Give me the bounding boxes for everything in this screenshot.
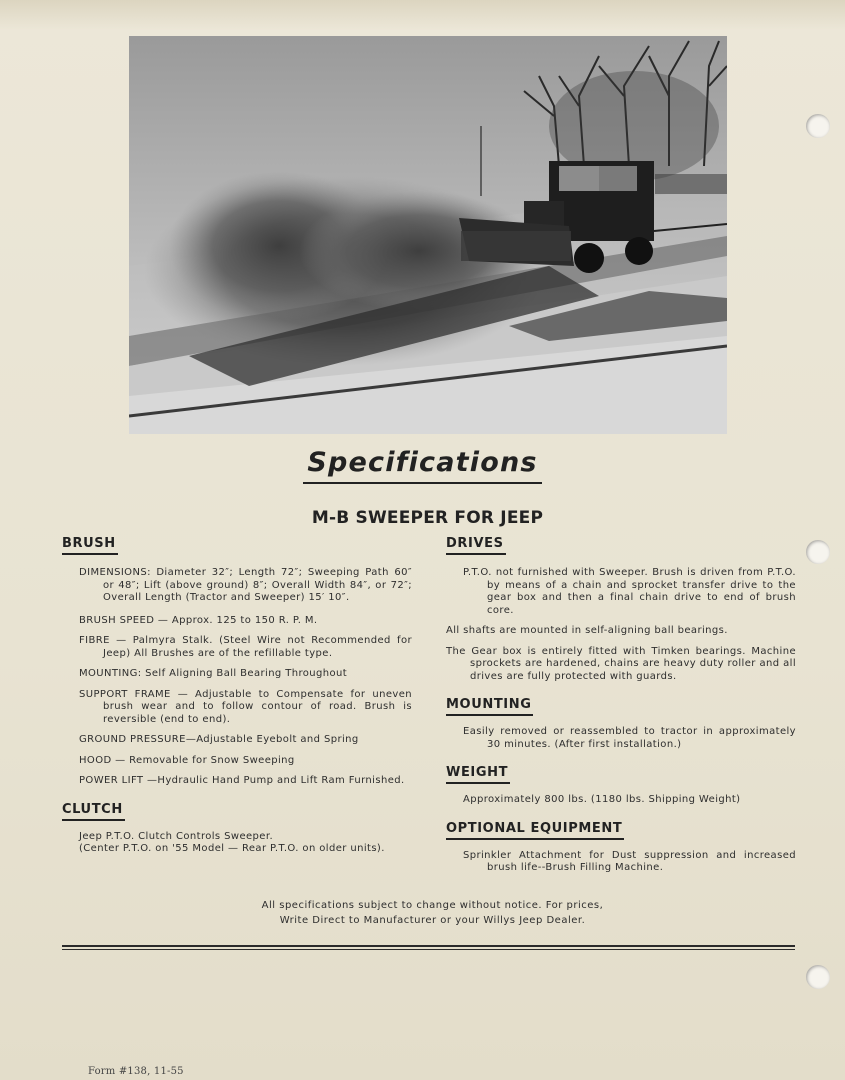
pricing-note <box>0 898 845 928</box>
mounting-text: Easily removed or reassembled to tractor in approximately 30 minutes. (After first installation.) <box>463 726 796 750</box>
brush-support-frame: SUPPORT FRAME — Adjustable to Compensate for uneven brush wear and to follow contour of road. Brush is reversible (end to end). <box>79 688 412 725</box>
brush-speed: BRUSH SPEED — Approx. 125 to 150 R. P. M. <box>79 614 318 626</box>
brush-heading: BRUSH <box>62 536 118 555</box>
brush-dimensions: DIMENSIONS: Diameter 32″; Length 72″; Sweeping Path 60″ or 48″; Lift (above ground) 8″; Overall Width 84″, or 72″; Overall Length (Tractor and Sweeper) 15′ 10″. <box>79 567 412 603</box>
drives-section-2 <box>446 625 796 683</box>
brush-ground-pressure: GROUND PRESSURE—Adjustable Eyebolt and Spring <box>79 734 359 745</box>
optional-text: Sprinkler Attachment for Dust suppression and increased brush life--Brush Filling Machine. <box>463 849 796 873</box>
optional-section <box>446 850 796 875</box>
punch-hole-top <box>806 114 830 138</box>
clutch-section <box>62 831 412 856</box>
mounting-heading: MOUNTING <box>446 697 533 716</box>
drives-p2: All shafts are mounted in self-aligning ball bearings. <box>446 625 728 636</box>
page-title-wrap <box>0 447 845 484</box>
brush-power-lift: POWER LIFT —Hydraulic Hand Pump and Lift Ram Furnished. <box>79 775 405 786</box>
weight-section <box>446 794 796 807</box>
pricing-note-line1: All specifications subject to change without notice. For prices, <box>261 900 604 911</box>
right-column <box>446 532 796 875</box>
page-subtitle: M-B SWEEPER FOR JEEP <box>311 508 544 528</box>
brush-mounting: MOUNTING: Self Aligning Ball Bearing Throughout <box>79 668 348 679</box>
optional-heading: OPTIONAL EQUIPMENT <box>446 821 624 840</box>
divider-rule-thin <box>62 949 795 950</box>
clutch-heading: CLUTCH <box>62 802 125 821</box>
brush-fibre: FIBRE — Palmyra Stalk. (Steel Wire not Recommended for Jeep) All Brushes are of the refillable type. <box>79 635 412 659</box>
divider-rule <box>62 945 795 947</box>
drives-p1: P.T.O. not furnished with Sweeper. Brush is driven from P.T.O. by means of a chain and sprocket transfer drive to the gear box and then a final chain drive to end of brush core. <box>463 567 796 616</box>
brush-section <box>62 567 412 788</box>
pricing-note-line2: Write Direct to Manufacturer or your Willys Jeep Dealer. <box>279 915 586 926</box>
page-title: Specifications <box>303 447 541 484</box>
punch-hole-bottom <box>806 965 830 989</box>
punch-hole-middle <box>806 540 830 564</box>
clutch-note: (Center P.T.O. on '55 Model — Rear P.T.O. on older units). <box>79 843 385 854</box>
drives-section <box>446 567 796 617</box>
sweeper-photo <box>129 36 727 434</box>
clutch-text: Jeep P.T.O. Clutch Controls Sweeper. <box>79 830 274 842</box>
form-number: Form #138, 11-55 <box>88 1066 184 1077</box>
weight-heading: WEIGHT <box>446 765 510 784</box>
mounting-section <box>446 726 796 751</box>
drives-p3: The Gear box is entirely fitted with Timken bearings. Machine sprockets are hardened, chains are heavy duty roller and all drives are fully protected with guards. <box>446 645 796 682</box>
paper-edge <box>0 0 845 30</box>
photo-illustration <box>129 36 727 434</box>
left-column <box>62 532 412 856</box>
drives-heading: DRIVES <box>446 536 506 555</box>
brush-hood: HOOD — Removable for Snow Sweeping <box>79 754 295 766</box>
weight-text: Approximately 800 lbs. (1180 lbs. Shipping Weight) <box>463 794 741 805</box>
